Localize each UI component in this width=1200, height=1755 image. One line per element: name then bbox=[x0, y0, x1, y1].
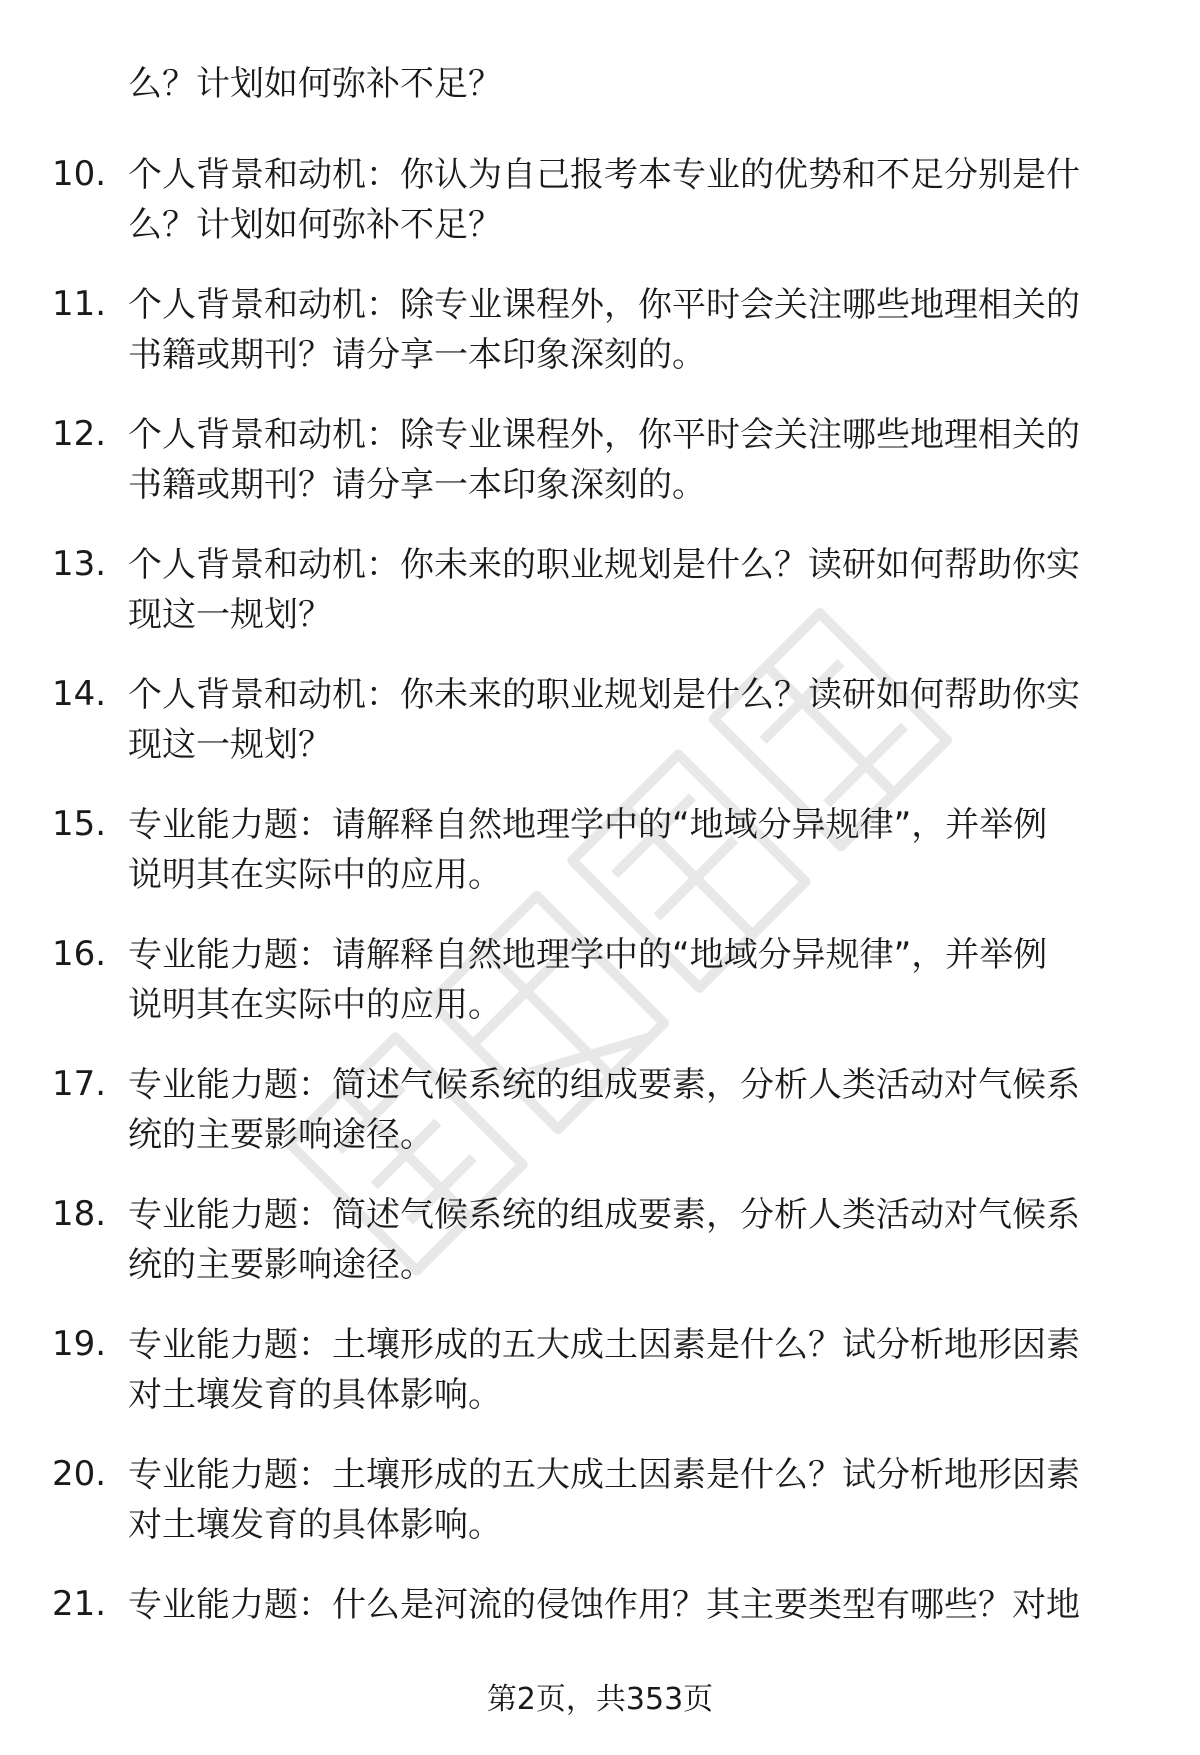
question-text-line: 个人背景和动机：你未来的职业规划是什么？读研如何帮助你实 bbox=[128, 545, 1080, 585]
question-number: 10. bbox=[52, 154, 107, 194]
question-item bbox=[0, 1060, 1200, 1190]
continuation-line: 么？计划如何弥补不足？ bbox=[128, 64, 502, 104]
question-text bbox=[128, 1060, 1138, 1160]
question-text bbox=[128, 930, 1138, 1030]
question-item bbox=[0, 1450, 1200, 1580]
question-text-line: 专业能力题：什么是河流的侵蚀作用？其主要类型有哪些？对地 bbox=[128, 1585, 1080, 1625]
question-text-line: 统的主要影响途径。 bbox=[128, 1115, 434, 1155]
question-item bbox=[0, 280, 1200, 410]
question-text-line: 统的主要影响途径。 bbox=[128, 1245, 434, 1285]
question-number: 21. bbox=[52, 1584, 107, 1624]
question-text bbox=[128, 540, 1138, 640]
question-text bbox=[128, 1580, 1138, 1630]
question-text-line: 说明其在实际中的应用。 bbox=[128, 985, 502, 1025]
question-text-line: 专业能力题：请解释自然地理学中的“地域分异规律”，并举例 bbox=[128, 935, 1048, 975]
question-item bbox=[0, 800, 1200, 930]
question-number: 17. bbox=[52, 1064, 107, 1104]
question-text-line: 个人背景和动机：你认为自己报考本专业的优势和不足分别是什 bbox=[128, 155, 1080, 195]
question-text-line: 专业能力题：土壤形成的五大成土因素是什么？试分析地形因素 bbox=[128, 1455, 1080, 1495]
question-text bbox=[128, 280, 1138, 380]
question-item bbox=[0, 410, 1200, 540]
question-item bbox=[0, 1320, 1200, 1450]
question-number: 18. bbox=[52, 1194, 107, 1234]
question-item bbox=[0, 540, 1200, 670]
question-text-line: 个人背景和动机：除专业课程外，你平时会关注哪些地理相关的 bbox=[128, 285, 1080, 325]
question-text bbox=[128, 800, 1138, 900]
question-text bbox=[128, 1320, 1138, 1420]
question-text-line: 现这一规划？ bbox=[128, 595, 332, 635]
question-item bbox=[0, 930, 1200, 1060]
question-text-line: 对土壤发育的具体影响。 bbox=[128, 1375, 502, 1415]
question-text-line: 现这一规划？ bbox=[128, 725, 332, 765]
question-text-line: 专业能力题：简述气候系统的组成要素，分析人类活动对气候系 bbox=[128, 1065, 1080, 1105]
question-list bbox=[0, 150, 1200, 1710]
question-text-line: 个人背景和动机：除专业课程外，你平时会关注哪些地理相关的 bbox=[128, 415, 1080, 455]
question-number: 19. bbox=[52, 1324, 107, 1364]
question-text-line: 专业能力题：请解释自然地理学中的“地域分异规律”，并举例 bbox=[128, 805, 1048, 845]
question-text-line: 专业能力题：土壤形成的五大成土因素是什么？试分析地形因素 bbox=[128, 1325, 1080, 1365]
question-text bbox=[128, 410, 1138, 510]
question-number: 20. bbox=[52, 1454, 107, 1494]
question-text-line: 个人背景和动机：你未来的职业规划是什么？读研如何帮助你实 bbox=[128, 675, 1080, 715]
question-text-line: 书籍或期刊？请分享一本印象深刻的。 bbox=[128, 465, 706, 505]
question-text bbox=[128, 150, 1138, 250]
question-item bbox=[0, 670, 1200, 800]
question-text-line: 专业能力题：简述气候系统的组成要素，分析人类活动对气候系 bbox=[128, 1195, 1080, 1235]
question-number: 15. bbox=[52, 804, 107, 844]
question-number: 12. bbox=[52, 414, 107, 454]
question-item bbox=[0, 1190, 1200, 1320]
question-text bbox=[128, 1450, 1138, 1550]
question-number: 16. bbox=[52, 934, 107, 974]
question-number: 14. bbox=[52, 674, 107, 714]
question-item bbox=[0, 150, 1200, 280]
question-text bbox=[128, 1190, 1138, 1290]
question-text-line: 说明其在实际中的应用。 bbox=[128, 855, 502, 895]
question-text-line: 对土壤发育的具体影响。 bbox=[128, 1505, 502, 1545]
question-text bbox=[128, 670, 1138, 770]
question-text-line: 么？计划如何弥补不足？ bbox=[128, 205, 502, 245]
question-number: 11. bbox=[52, 284, 107, 324]
page-footer: 第2页，共353页 bbox=[486, 1682, 714, 1717]
question-number: 13. bbox=[52, 544, 107, 584]
question-text-line: 书籍或期刊？请分享一本印象深刻的。 bbox=[128, 335, 706, 375]
